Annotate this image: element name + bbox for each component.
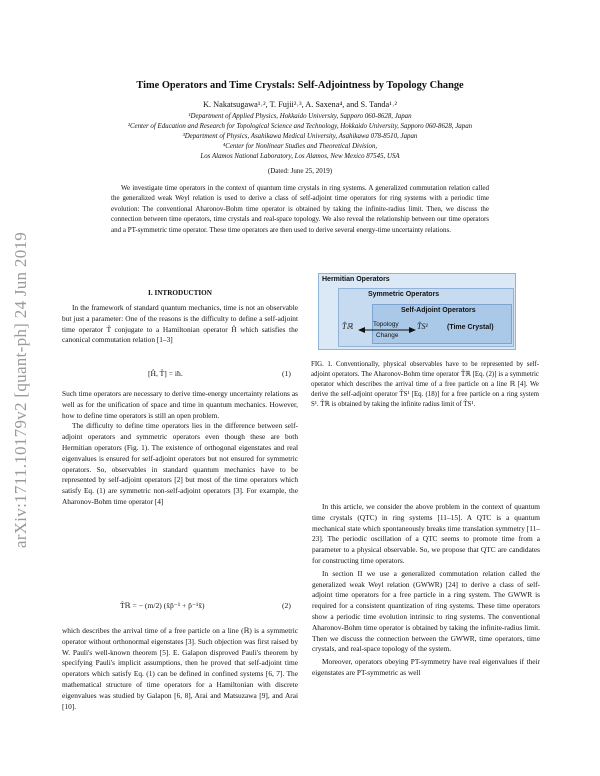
t-s1-symbol: T̂S¹ [417, 322, 428, 331]
affiliation-4: ⁴Center for Nonlinear Studies and Theoretical Division, [222, 143, 378, 150]
right-paragraph-3: Moreover, operators obeying PT-symmetry have real eigenvalues if their eigenstates are PT-symmetric as well [312, 657, 540, 677]
arxiv-stamp [4, 180, 38, 600]
left-paragraph-4: which describes the arrival time of a free particle on a line (ℝ) is a symmetric operator without orthonormal eigenstates [3]. Such objection was first raised by W. Pauli's well-known theorem [5]. E. Galapon disproved Pauli's theorem by specifying Pauli's implicit assumptions, then he proved that self-adjoint time operators which satisfy Eq. (1) can be defined in confined systems [6, 7]. The mathematical structure of time operators for a Hamiltonian with discrete eigenvalues was studied by Galapon [6, 8], Arai and Matsuzawa [9], and Arai [10]. [62, 626, 298, 711]
affiliation-5: Los Alamos National Laboratory, Los Alamos, New Mexico 87545, USA [200, 153, 400, 160]
change-label: Change [376, 332, 399, 339]
left-paragraph-3: The difficulty to define time operators lies in the difference between self-adjoint operators and symmetric operators even though these are both Hermitian operators (Fig. 1). The existence of orthogonal eigenstates and real eigenvalues is ensured for self-adjoint operators but not ensured for symmetric operators. So, observables in standard quantum mechanics have to be represented by self-adjoint operators [2] but most of the time operators which satisfy Eq. (1) are symmetric non-self-adjoint operators [3]. For example, the Aharonov-Bohm time operator [4] [62, 421, 298, 506]
equation-2-number: (2) [282, 601, 291, 610]
left-column-middle [62, 389, 298, 508]
symmetric-label: Symmetric Operators [368, 291, 440, 298]
paper-title: Time Operators and Time Crystals: Self-Adjointness by Topology Change [136, 80, 464, 91]
equation-2: T̂ℝ = − (m/2) (x̂p̂⁻¹ + p̂⁻¹x̂) [120, 601, 205, 610]
figure-caption: FIG. 1. Conventionally, physical observables have to be represented by self-adjoint operators. The Aharonov-Bohm time operator T̂ℝ [Eq. (2)] is a symmetric operator which describes the arrival time of a free particle on a line ℝ [4]. We derive the self-adjoint operator T̂S¹ [Eq. (18)] for a free particle on a ring system S¹. T̂ℝ is obtained by taking the infinite radius limit of T̂S¹. [311, 361, 539, 408]
equation-1-number: (1) [282, 369, 291, 378]
right-paragraph-1: In this article, we consider the above problem in the context of quantum time crystals (QTC) in ring systems [11–15]. A QTC is a quantum mechanical state which spontaneously breaks time translation symmetry [11–23]. The periodic oscillation of a QTC seems to promote time from a parameter to a physical observable. So, we propose that QTC are candidates for constructing time operators. [312, 502, 540, 565]
left-column-bottom [62, 626, 298, 712]
affiliation-1: ¹Department of Applied Physics, Hokkaido University, Sapporo 060-8628, Japan [188, 113, 412, 120]
right-column [312, 502, 540, 679]
left-paragraph-1: In the framework of standard quantum mechanics, time is not an observable but just a parameter: One of the reasons is the difficulty to define a self-adjoint time operator T̂ conjugate to a Hamiltonian operator Ĥ which satisfies the canonical commutation relation [1–3] [62, 303, 298, 345]
affiliation-3: ³Department of Physics, Asahikawa Medical University, Asahikawa 078-8510, Japan [182, 133, 418, 140]
t-r-symbol: T̂ℝ [342, 322, 353, 331]
date: (Dated: June 25, 2019) [267, 167, 333, 175]
abstract: We investigate time operators in the context of quantum time crystals in ring systems. A generalized commutation relation called the generalized weak Weyl relation is used to derive a class of self-adjoint time operators for ring systems with a periodic time evolution: The conventional Aharonov-Bohm time operator is obtained by taking the infinite-radius limit. Then, we discuss the connection between time operators, time crystals and real-space topology. We also reveal the relationship between our time operators and a PT-symmetric time operator. These time operators are then used to derive several energy-time uncertainty relations. [111, 184, 489, 234]
time-crystal-label: (Time Crystal) [447, 324, 494, 331]
topology-arrow [318, 273, 516, 350]
left-column-intro [62, 303, 298, 346]
left-paragraph-2: Such time operators are necessary to derive time-energy uncertainty relations as well as for the unification of space and time in quantum mechanics. However, how to define time operators is still an open problem. [62, 389, 298, 420]
affiliation-2: ²Center of Education and Research for Topological Science and Technology, Hokkaido University, Sapporo 060-8628, Japan [127, 123, 473, 130]
section-heading: I. INTRODUCTION [148, 289, 212, 297]
figure-1 [318, 273, 516, 350]
right-paragraph-2: In section II we use a generalized commutation relation called the generalized weak Weyl relation (GWWR) [24] to derive a class of self-adjoint time operators for a free particle in a ring system. The GWWR is required for a consistent quantization of ring systems. These time operators show a periodic time evolution intrinsic to ring systems. The conventional Aharonov-Bohm time operator is obtained by taking the infinite-radius limit. Then we discuss the connection between the GWWR, time operators, time crystals, and real-space topology of the system. [312, 568, 540, 654]
topology-label: Topology [373, 321, 399, 328]
self-adjoint-label: Self-Adjoint Operators [401, 307, 476, 314]
author-list: K. Nakatsugawa¹˒², T. Fujii²˒³, A. Saxena⁴, and S. Tanda¹˒² [203, 100, 397, 109]
arxiv-stamp-text: arXiv:1711.10179v2 [quant-ph] 24 Jun 2019 [11, 231, 30, 549]
hermitian-label: Hermitian Operators [322, 276, 390, 283]
equation-1: [Ĥ, T̂] = iħ. [148, 369, 183, 378]
